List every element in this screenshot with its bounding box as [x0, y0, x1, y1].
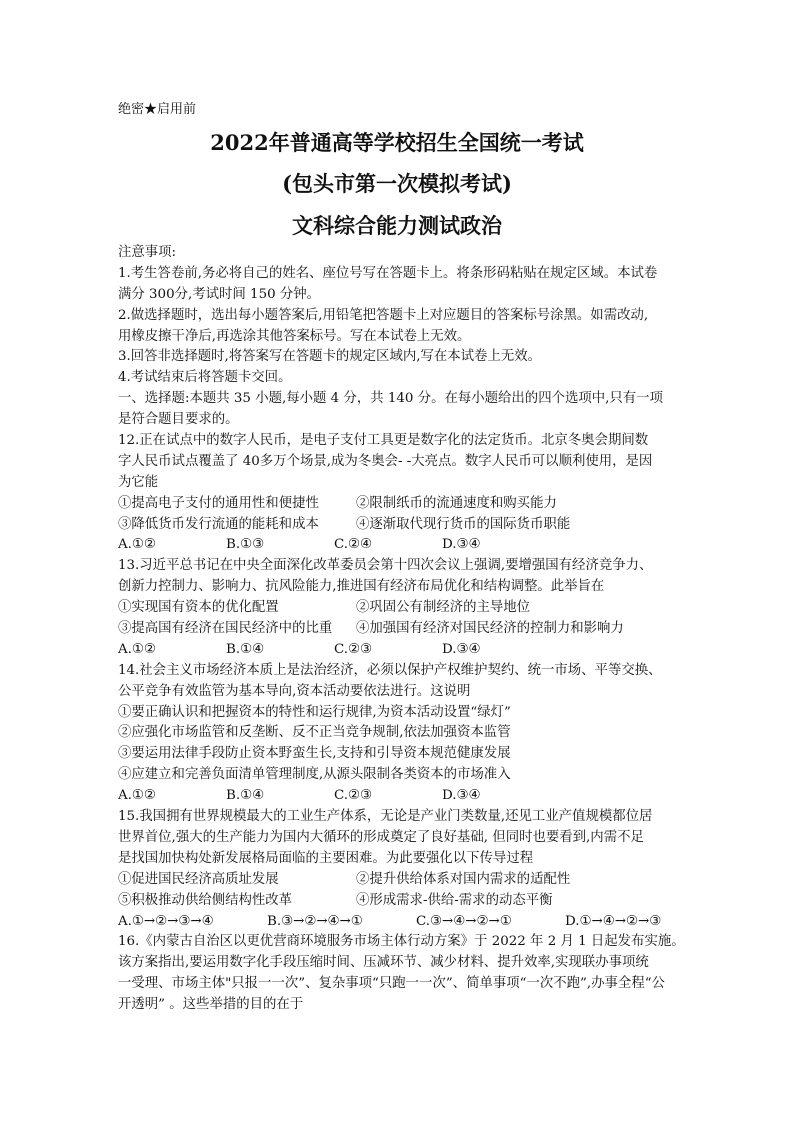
- q14-options: [118, 786, 688, 807]
- q13-statement-1: ①实现国有资本的优化配置: [118, 600, 279, 616]
- q12-option-c: C.②④: [334, 537, 373, 553]
- q12-option-d: D.③④: [442, 537, 481, 553]
- q16-stem-1: 16.《内蒙古自治区以更优营商环境服务市场主体行动方案》于 2022 年 2 月 1 日起发布实施。: [118, 934, 685, 950]
- q12-statements-row-1: [118, 494, 688, 515]
- q16-stem-2: 该方案指出,要运用数字化手段压缩时间、压减环节、减少材料、提升效率,实现联办事项统: [118, 955, 649, 971]
- q14-option-d: D.③④: [442, 788, 481, 804]
- q15-option-a: A.①→②→③→④: [118, 913, 214, 929]
- secret-label: 绝密★启用前: [118, 102, 197, 117]
- q15-stem-3: 是找国加快构处新发展格局面临的主要困难。为此要强化以下传导过程: [118, 850, 534, 866]
- q15-options: [118, 912, 688, 933]
- q16-stem-4: 开透明” 。这些举措的目的在于: [118, 997, 304, 1013]
- q13-statements-row-1: [118, 598, 688, 619]
- q12-statements-row-2: [118, 515, 688, 536]
- q15-statement-3: ⑤积极推动供给侧结构性改革: [118, 892, 293, 908]
- q12-stem-1: 12.正在试点中的数字人民币，是电子支付工具更是数字化的法定货币。北京冬奥会期间数: [118, 433, 649, 449]
- exam-subject: 文科综合能力测试政治: [292, 213, 502, 238]
- note-1a: 1.考生答卷前,务必将自己的姓名、座位号写在答题卡上。将条形码粘贴在规定区域。本试卷: [118, 265, 658, 281]
- q13-option-c: C.②③: [334, 641, 373, 657]
- q15-statement-4: ④形成需求-供给-需求的动态平衡: [356, 892, 553, 908]
- note-1b: 满分 300分,考试时间 150 分钟。: [118, 286, 321, 302]
- q13-statement-3: ③提高国有经济在国民经济中的比重: [118, 621, 333, 637]
- q12-option-a: A.①②: [118, 537, 156, 553]
- q12-option-b: B.①③: [226, 537, 265, 553]
- exam-title: 2022年普通高等学校招生全国统一考试: [210, 130, 584, 155]
- q15-stem-2: 世界首位,强大的生产能力为国内大循环的形成奠定了良好基础, 但同时也要看到,内需不足: [118, 829, 644, 845]
- q13-statement-4: ④加强国有经济对国民经济的控制力和影响力: [356, 621, 624, 637]
- q13-statement-2: ②巩固公有制经济的主导地位: [356, 600, 531, 616]
- q13-options: [118, 640, 688, 661]
- note-3: 3.回答非选择题时,将答案写在答题卡的规定区域内,写在本试卷上无效。: [118, 349, 542, 365]
- q14-option-b: B.①④: [226, 788, 265, 804]
- q12-statement-4: ④逐渐取代现行货币的国际货币职能: [356, 516, 571, 532]
- q14-stem-2: 公平竞争有效监管为基本导向,资本活动要依法进行。这说明: [118, 683, 471, 699]
- q16-stem-3: 一受理、市场主体"只报一一次”、复杂事项“只跑一一次”、简单事项“一次不跑”,办事全程“公: [118, 976, 665, 992]
- note-2a: 2.做选择题时，选出每小题答案后,用铅笔把答题卡上对应题目的答案标号涂黑。如需改动,: [118, 307, 649, 323]
- q13-option-a: A.①②: [118, 641, 156, 657]
- q13-option-d: D.③④: [442, 641, 481, 657]
- q13-statements-row-2: [118, 619, 688, 640]
- q14-statement-2: ②应强化市场监管和反垄断、反不正当竞争规制,依法加强资本监管: [118, 725, 511, 741]
- q12-statement-2: ②限制纸币的流通速度和购买能力: [356, 495, 557, 511]
- q14-stem-1: 14.社会主义市场经济本质上是法治经济，必须以保护产权维护契约、统一市场、平等交换、: [118, 662, 662, 678]
- section-instruction-1: 一、选择题:本题共 35 小题,每小题 4 分，共 140 分。在每小题给出的四个选项中,只有一项: [118, 391, 663, 407]
- q14-option-c: C.②③: [334, 788, 373, 804]
- exam-body: [118, 243, 688, 1016]
- note-4: 4.考试结束后将答题卡交回。: [118, 370, 292, 386]
- q14-statement-1: ①要正确认识和把握资本的特性和运行规律,为资本活动设置“绿灯”: [118, 704, 511, 720]
- q14-statement-3: ③要运用法律手段防止资本野蛮生长,支持和引导资本规范健康发展: [118, 746, 511, 762]
- q15-statement-2: ②提升供给体系对国内需求的适配性: [356, 871, 571, 887]
- q13-stem-2: 创新力控制力、影响力、抗风险能力,推进国有经济布局优化和结构调整。此举旨在: [118, 579, 605, 595]
- q15-stem-1: 15.我国拥有世界规模最大的工业生产体系，无论是产业门类数量,还见工业产值规模都位居: [118, 809, 653, 825]
- q15-statements-row-2: [118, 891, 688, 912]
- section-instruction-2: 是符合题目要求的。: [118, 412, 239, 428]
- exam-subtitle: (包头市第一次模拟考试): [282, 171, 512, 196]
- q15-option-c: C.③→④→②→①: [416, 913, 512, 929]
- notes-heading: 注意事项:: [118, 245, 177, 260]
- q12-statement-3: ③降低货币发行流通的能耗和成本: [118, 516, 319, 532]
- q14-statement-4: ④应建立和完善负面清单管理制度,从源头限制各类资本的市场准入: [118, 767, 511, 783]
- q13-option-b: B.①④: [226, 641, 265, 657]
- q13-stem-1: 13.习近平总书记在中央全面深化改革委员会第十四次会议上强调,要增强国有经济竞争力、: [118, 558, 653, 574]
- q12-stem-3: 为它能: [118, 474, 159, 490]
- q15-option-b: B.③→②→④→①: [267, 913, 363, 929]
- q15-option-d: D.①→④→②→③: [565, 913, 662, 929]
- q12-stem-2: 字人民币试点覆盖了 40多万个场景,成为冬奥会- -大亮点。数字人民币可以顺利使用，是因: [118, 453, 653, 469]
- q12-options: [118, 535, 688, 556]
- q12-statement-1: ①提高电子支付的通用性和便捷性: [118, 495, 319, 511]
- q14-option-a: A.①②: [118, 788, 156, 804]
- note-2b: 用橡皮擦干净后,再选涂其他答案标号。写在本试卷上无效。: [118, 328, 471, 344]
- q15-statement-1: ①促进国民经济高质址发展: [118, 871, 279, 887]
- q15-statements-row-1: [118, 870, 688, 891]
